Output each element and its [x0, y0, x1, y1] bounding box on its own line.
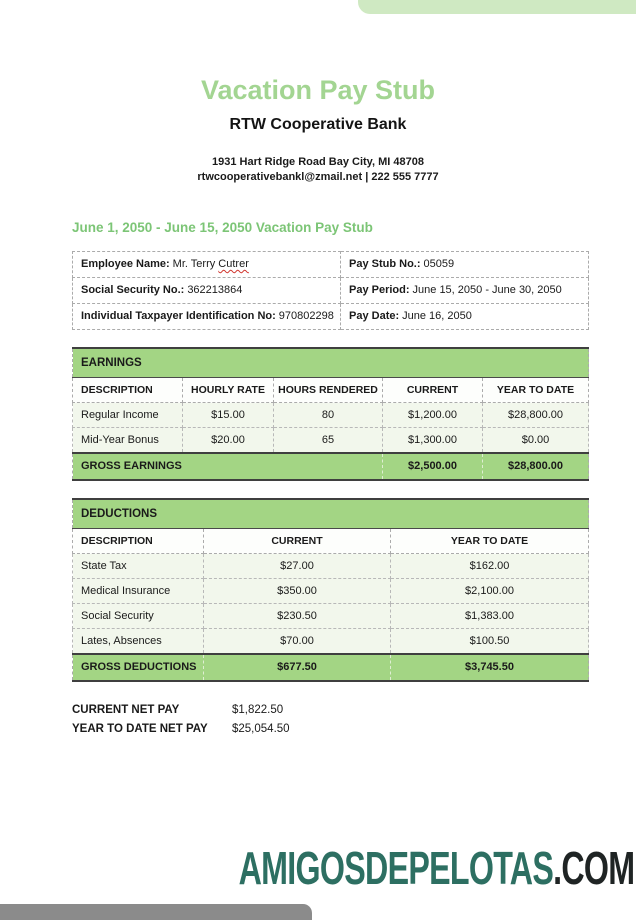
- deductions-section-title: DEDUCTIONS: [73, 499, 589, 529]
- earnings-cell: $1,200.00: [383, 403, 483, 428]
- pay-period-cell: [341, 277, 589, 303]
- table-row: [73, 579, 589, 604]
- current-net-pay-value: $1,822.50: [232, 704, 284, 717]
- net-pay-summary: [72, 701, 636, 739]
- table-row: [73, 529, 589, 554]
- itin-label: Individual Taxpayer Identification No:: [81, 310, 276, 323]
- gross-earnings-label: GROSS EARNINGS: [73, 453, 383, 480]
- document-header: [0, 0, 636, 183]
- employee-name-label: Employee Name:: [81, 258, 170, 271]
- pay-date-label: Pay Date:: [349, 310, 400, 323]
- table-row: [73, 604, 589, 629]
- table-row: [73, 453, 589, 480]
- itin-value: 970802298: [278, 310, 334, 323]
- deductions-cell: $2,100.00: [391, 579, 589, 604]
- company-address: 1931 Hart Ridge Road Bay City, MI 48708: [212, 155, 424, 168]
- deductions-cell: Medical Insurance: [73, 579, 204, 604]
- table-row: [73, 554, 589, 579]
- table-row: [73, 499, 589, 529]
- gross-deductions-ytd: $3,745.50: [391, 654, 589, 681]
- brand-name-text: AMIGOSDEPELOTAS: [238, 842, 553, 894]
- deductions-cell: Lates, Absences: [73, 629, 204, 654]
- current-net-pay-label: CURRENT NET PAY: [72, 704, 180, 717]
- earnings-cell: $15.00: [183, 403, 274, 428]
- ssn-label: Social Security No.:: [81, 284, 185, 297]
- company-contact: rtwcooperativebankl@zmail.net | 222 555 7777: [197, 170, 439, 183]
- company-name: RTW Cooperative Bank: [229, 115, 407, 133]
- ytd-net-pay-label: YEAR TO DATE NET PAY: [72, 723, 208, 736]
- earnings-cell: 80: [274, 403, 383, 428]
- table-row: [73, 428, 589, 453]
- earnings-col-year-to-date: YEAR TO DATE: [483, 378, 589, 403]
- current-net-pay-row: [72, 701, 636, 720]
- pay-date-value: June 16, 2050: [402, 310, 472, 323]
- employee-info-table: [72, 251, 589, 330]
- deductions-cell: $100.50: [391, 629, 589, 654]
- deductions-cell: $27.00: [204, 554, 391, 579]
- document-title: Vacation Pay Stub: [200, 75, 436, 105]
- brand-tld-text: .COM: [552, 842, 634, 894]
- table-row: [73, 348, 589, 378]
- deductions-cell: $70.00: [204, 629, 391, 654]
- table-row: [73, 277, 589, 303]
- table-row: [73, 403, 589, 428]
- earnings-section-title: EARNINGS: [73, 348, 589, 378]
- gross-deductions-current: $677.50: [204, 654, 391, 681]
- top-right-corner-shape: [358, 0, 636, 14]
- earnings-col-description: DESCRIPTION: [73, 378, 183, 403]
- earnings-cell: Regular Income: [73, 403, 183, 428]
- table-row: [73, 654, 589, 681]
- pay-stub-no-value: 05059: [423, 258, 455, 271]
- earnings-cell: $20.00: [183, 428, 274, 453]
- deductions-table: [72, 498, 589, 682]
- gross-deductions-label: GROSS DEDUCTIONS: [73, 654, 204, 681]
- pay-period-value: June 15, 2050 - June 30, 2050: [412, 284, 562, 297]
- gross-earnings-current: $2,500.00: [383, 453, 483, 480]
- earnings-cell: 65: [274, 428, 383, 453]
- earnings-col-hours-rendered: HOURS RENDERED: [274, 378, 383, 403]
- table-row: [73, 378, 589, 403]
- earnings-cell: Mid-Year Bonus: [73, 428, 183, 453]
- deductions-cell: Social Security: [73, 604, 204, 629]
- earnings-cell: $1,300.00: [383, 428, 483, 453]
- deductions-col-year-to-date: YEAR TO DATE: [391, 529, 589, 554]
- pay-period-label: Pay Period:: [349, 284, 410, 297]
- table-row: [73, 303, 589, 329]
- deductions-col-description: DESCRIPTION: [73, 529, 204, 554]
- ssn-cell: [73, 277, 341, 303]
- pay-stub-no-cell: [341, 251, 589, 277]
- pay-period-heading: June 1, 2050 - June 15, 2050 Vacation Pay Stub: [72, 219, 373, 235]
- itin-cell: [73, 303, 341, 329]
- deductions-cell: $230.50: [204, 604, 391, 629]
- deductions-cell: $162.00: [391, 554, 589, 579]
- bottom-left-corner-shape: [0, 904, 312, 920]
- employee-surname-misspelled: Cutrer: [218, 258, 249, 271]
- table-row: [73, 251, 589, 277]
- deductions-col-current: CURRENT: [204, 529, 391, 554]
- earnings-table: [72, 347, 589, 481]
- ytd-net-pay-value: $25,054.50: [232, 723, 290, 736]
- gross-earnings-ytd: $28,800.00: [483, 453, 589, 480]
- earnings-cell: $28,800.00: [483, 403, 589, 428]
- ssn-value: 362213864: [187, 284, 243, 297]
- deductions-cell: $350.00: [204, 579, 391, 604]
- table-row: [73, 629, 589, 654]
- employee-name-cell: [73, 251, 341, 277]
- earnings-cell: $0.00: [483, 428, 589, 453]
- deductions-cell: State Tax: [73, 554, 204, 579]
- earnings-col-current: CURRENT: [383, 378, 483, 403]
- watermark-brand-logo: [238, 842, 634, 894]
- earnings-col-hourly-rate: HOURLY RATE: [183, 378, 274, 403]
- pay-stub-no-label: Pay Stub No.:: [349, 258, 421, 271]
- employee-name-value: Mr. Terry: [172, 258, 216, 271]
- deductions-cell: $1,383.00: [391, 604, 589, 629]
- pay-date-cell: [341, 303, 589, 329]
- ytd-net-pay-row: [72, 720, 636, 739]
